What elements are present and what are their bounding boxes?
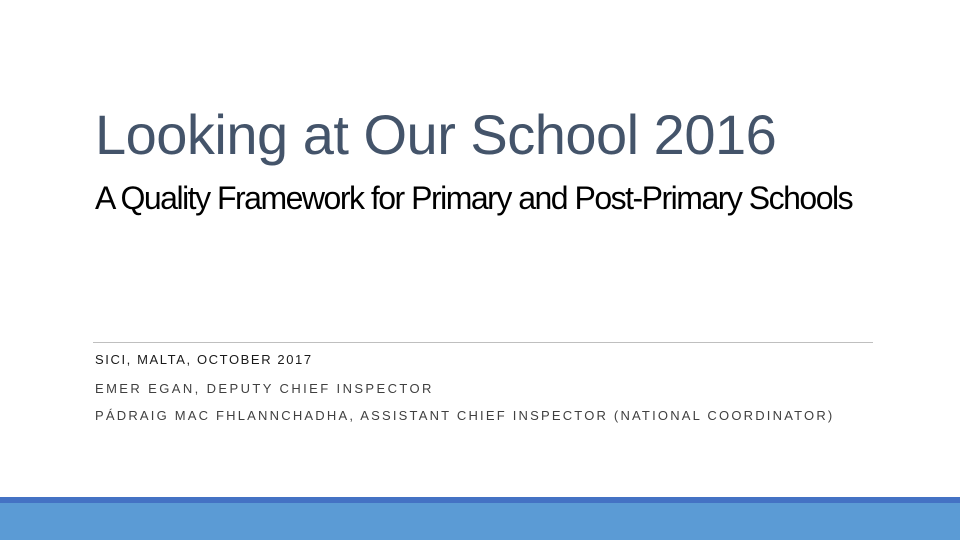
event-line: SICI, MALTA, OCTOBER 2017 xyxy=(95,352,313,367)
divider-line xyxy=(93,342,873,343)
slide-title: Looking at Our School 2016 xyxy=(95,103,777,166)
presenter-2: PÁDRAIG MAC FHLANNCHADHA, ASSISTANT CHIEF INSPECTOR (NATIONAL COORDINATOR) xyxy=(95,408,835,423)
slide-subtitle: A Quality Framework for Primary and Post-Primary Schools xyxy=(95,180,853,216)
presenter-1: EMER EGAN, DEPUTY CHIEF INSPECTOR xyxy=(95,381,434,396)
footer-band-light xyxy=(0,503,960,540)
